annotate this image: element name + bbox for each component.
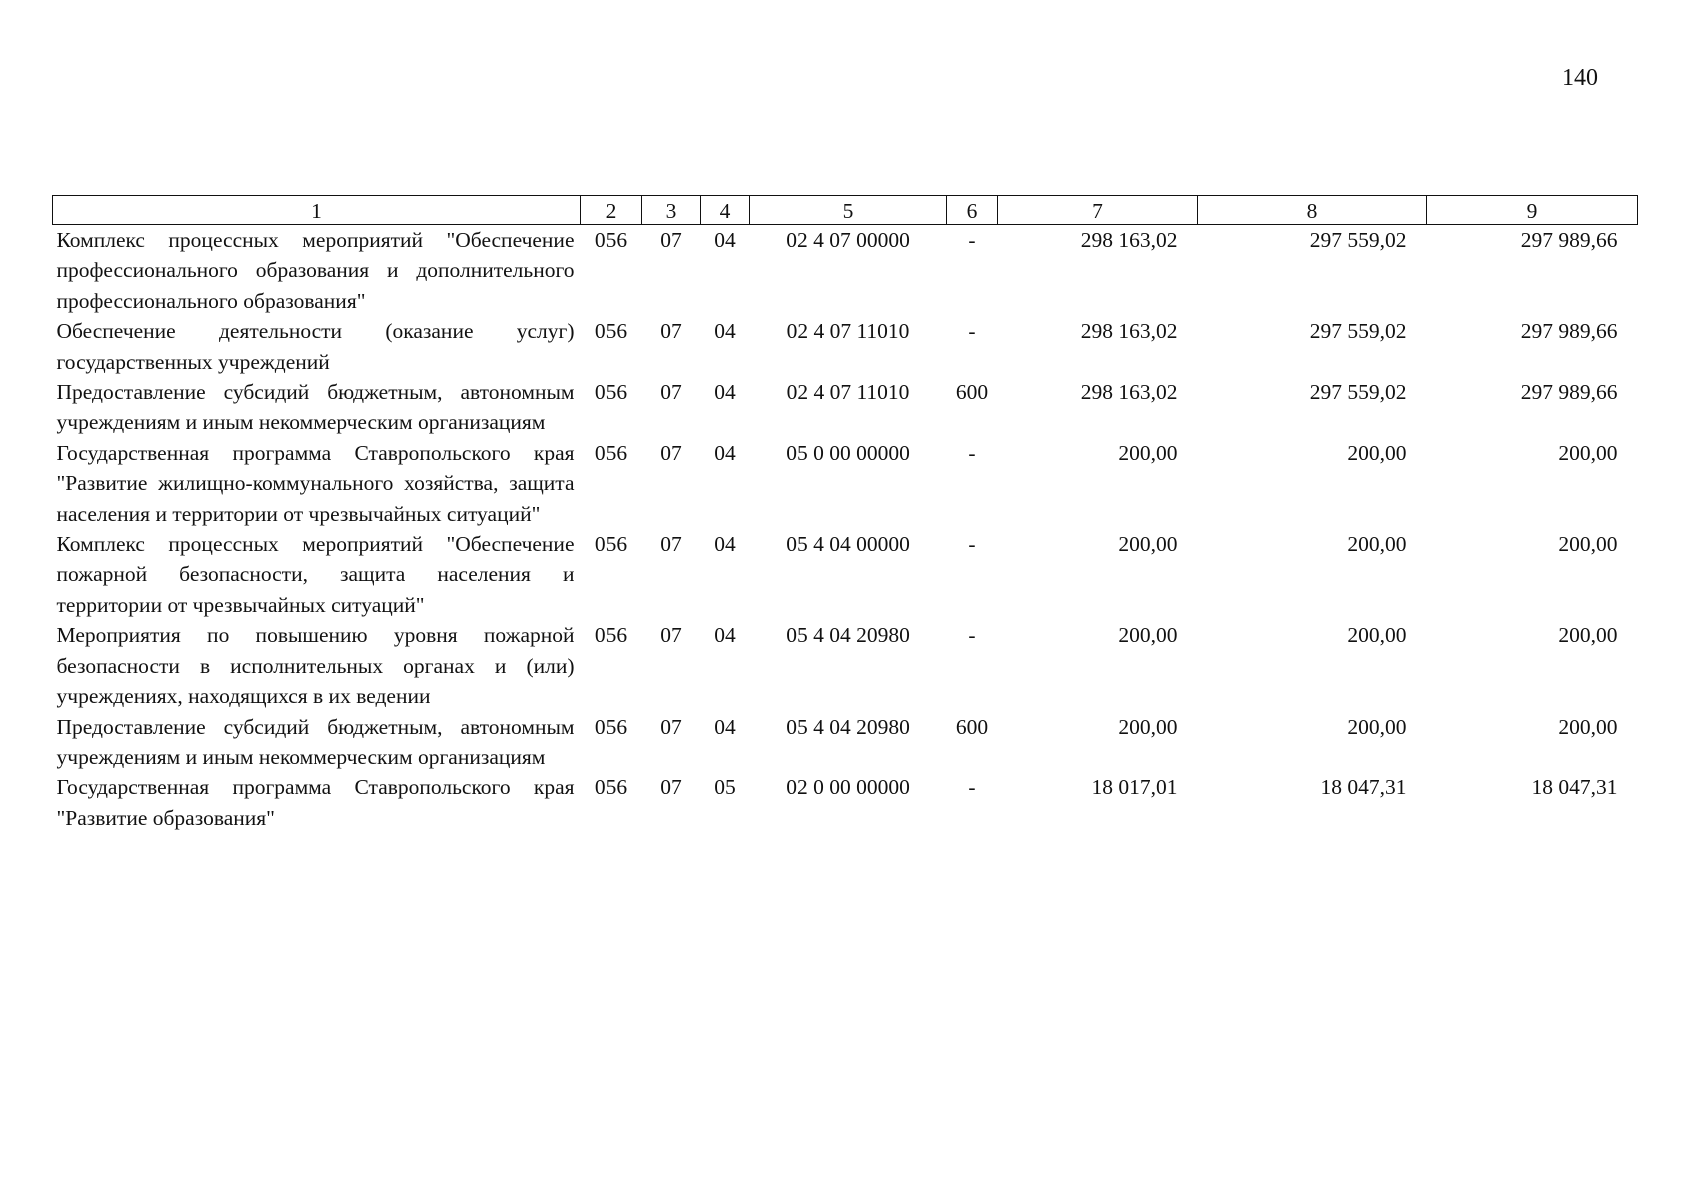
expense-type-code: - [968,319,976,344]
amount-year3: 200,00 [1558,440,1618,465]
ministry-code: 056 [594,440,628,465]
amount-year2: 297 559,02 [1309,319,1407,344]
section-code: 07 [660,714,682,739]
item-name: Государственная программа Ставропольского края "Развитие образования" [56,775,575,830]
amount-year1: 200,00 [1118,532,1178,557]
amount-year1: 298 163,02 [1080,228,1178,252]
header-cell: 5 [750,196,947,225]
table-row [53,438,1638,529]
target-article-code: 05 4 04 20980 [786,714,910,739]
table-row [53,225,1638,317]
expense-type-code: - [968,532,976,557]
target-article-code: 02 0 00 00000 [786,775,910,800]
expense-type-code: - [968,228,976,252]
section-code: 07 [660,440,682,465]
target-article-code: 05 4 04 20980 [786,623,910,648]
amount-year2: 200,00 [1347,440,1407,465]
expense-type-code: 600 [955,714,989,739]
header-cell: 1 [53,196,581,225]
amount-year2: 200,00 [1347,623,1407,648]
amount-year1: 298 163,02 [1080,380,1178,405]
table-row [53,712,1638,773]
amount-year3: 18 047,31 [1531,775,1618,800]
amount-year1: 200,00 [1118,714,1178,739]
amount-year3: 200,00 [1558,623,1618,648]
amount-year3: 297 989,66 [1520,380,1618,405]
section-code: 07 [660,775,682,800]
amount-year3: 297 989,66 [1520,228,1618,252]
header-cell: 6 [947,196,998,225]
item-name: Предоставление субсидий бюджетным, автономным учреждениям и иным некоммерческим организациям [56,380,575,435]
section-code: 07 [660,623,682,648]
subsection-code: 04 [714,228,736,252]
target-article-code: 02 4 07 11010 [786,380,910,405]
expense-type-code: - [968,440,976,465]
item-name: Комплекс процессных мероприятий "Обеспечение пожарной безопасности, защита населения и территории от чрезвычайных ситуаций" [56,532,575,617]
ministry-code: 056 [594,532,628,557]
amount-year2: 200,00 [1347,532,1407,557]
section-code: 07 [660,380,682,405]
expense-type-code: - [968,623,976,648]
amount-year3: 200,00 [1558,532,1618,557]
subsection-code: 04 [714,532,736,557]
target-article-code: 05 0 00 00000 [786,440,910,465]
amount-year1: 200,00 [1118,623,1178,648]
header-cell: 9 [1427,196,1638,225]
ministry-code: 056 [594,380,628,405]
ministry-code: 056 [594,228,628,252]
ministry-code: 056 [594,775,628,800]
item-name: Комплекс процессных мероприятий "Обеспечение профессионального образования и дополнительного профессионального образования" [56,228,575,313]
table-row [53,529,1638,620]
amount-year3: 297 989,66 [1520,319,1618,344]
item-name: Государственная программа Ставропольского края "Развитие жилищно-коммунального хозяйства, защита населения и территории от чрезвычайных ситуаций" [56,440,575,526]
section-code: 07 [660,532,682,557]
budget-table [52,195,1638,833]
page-number: 140 [1562,65,1598,91]
table-row [53,316,1638,377]
table-row [53,772,1638,833]
table-header [53,196,1638,225]
table-row [53,377,1638,438]
amount-year2: 297 559,02 [1309,228,1407,252]
subsection-code: 04 [714,319,736,344]
subsection-code: 04 [714,623,736,648]
target-article-code: 05 4 04 00000 [786,532,910,557]
expense-type-code: - [968,775,976,800]
header-cell: 7 [998,196,1198,225]
target-article-code: 02 4 07 00000 [786,228,910,252]
amount-year2: 18 047,31 [1320,775,1407,800]
header-cell: 4 [701,196,750,225]
section-code: 07 [660,319,682,344]
amount-year2: 297 559,02 [1309,380,1407,405]
table-body [53,225,1638,834]
amount-year1: 298 163,02 [1080,319,1178,344]
header-row [53,196,1638,225]
subsection-code: 04 [714,440,736,465]
amount-year3: 200,00 [1558,714,1618,739]
section-code: 07 [660,228,682,252]
amount-year1: 200,00 [1118,440,1178,465]
header-cell: 2 [581,196,642,225]
header-cell: 8 [1198,196,1427,225]
header-cell: 3 [642,196,701,225]
subsection-code: 04 [714,380,736,405]
ministry-code: 056 [594,319,628,344]
item-name: Обеспечение деятельности (оказание услуг) государственных учреждений [56,319,575,374]
subsection-code: 05 [714,775,736,800]
table-row [53,620,1638,711]
amount-year2: 200,00 [1347,714,1407,739]
item-name: Мероприятия по повышению уровня пожарной безопасности в исполнительных органах и (или) учреждениях, находящихся в их ведении [56,623,575,709]
target-article-code: 02 4 07 11010 [786,319,910,344]
amount-year1: 18 017,01 [1091,775,1178,800]
ministry-code: 056 [594,623,628,648]
subsection-code: 04 [714,714,736,739]
item-name: Предоставление субсидий бюджетным, автономным учреждениям и иным некоммерческим организациям [56,714,575,769]
ministry-code: 056 [594,714,628,739]
expense-type-code: 600 [955,380,989,405]
